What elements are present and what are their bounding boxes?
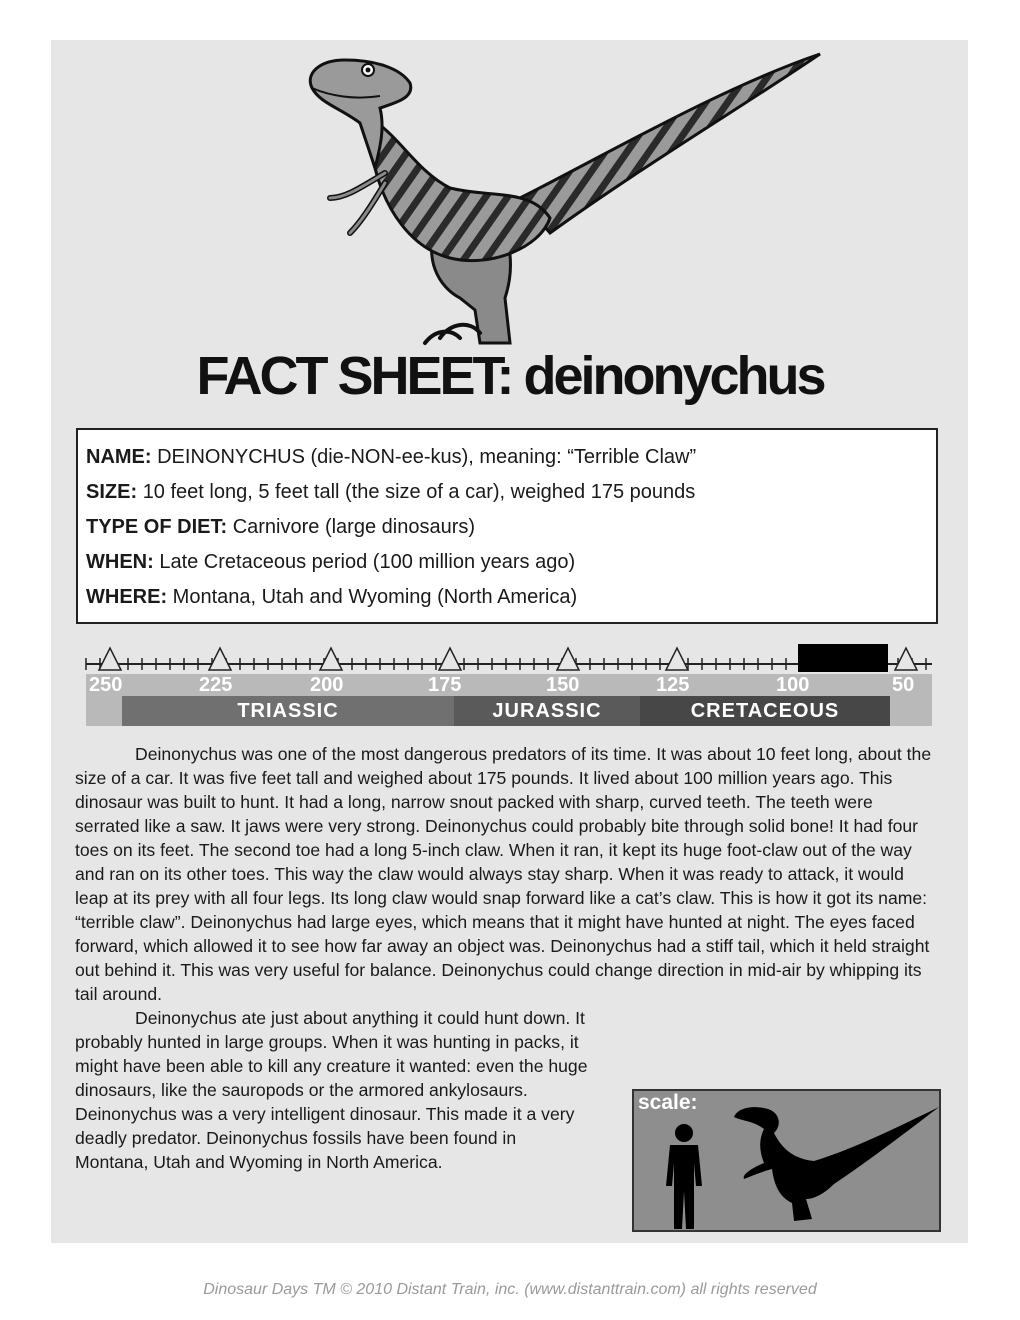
facts-box xyxy=(76,428,938,624)
timeline-number: 125 xyxy=(656,674,690,696)
timeline-number: 50 xyxy=(892,674,915,696)
dinosaur-silhouette-icon xyxy=(724,1099,944,1229)
timeline-number: 250 xyxy=(89,674,123,696)
period-cretaceous xyxy=(640,696,890,726)
timeline-triangle xyxy=(439,648,461,670)
fact-name: NAME: DEINONYCHUS (die-NON-ee-kus), meaning: “Terrible Claw” xyxy=(86,446,697,468)
period-triassic xyxy=(122,696,454,726)
fact-diet: TYPE OF DIET: Carnivore (large dinosaurs) xyxy=(86,516,476,538)
timeline-triangle xyxy=(99,648,121,670)
period-cretaceous-label: CRETACEOUS xyxy=(690,700,840,722)
timeline-number: 175 xyxy=(428,674,462,696)
period-jurassic-label: JURASSIC xyxy=(492,700,602,722)
deinonychus-illustration xyxy=(300,48,830,350)
geologic-timeline xyxy=(84,644,936,734)
time-marker xyxy=(798,644,888,672)
period-jurassic xyxy=(454,696,640,726)
fact-size: SIZE: 10 feet long, 5 feet tall (the size of a car), weighed 175 pounds xyxy=(86,481,696,503)
scale-label: scale: xyxy=(638,1091,698,1114)
human-silhouette-icon xyxy=(654,1121,714,1231)
timeline-number: 150 xyxy=(546,674,580,696)
timeline-number: 100 xyxy=(776,674,810,696)
paragraph-2: Deinonychus ate just about anything it could hunt down. It probably hunted in large groups. When it was hunting in packs, it might have been able to kill any creature it wanted: even the huge dinosaurs, like the sauropods or the armored ankylosaurs. Deinonychus was a very intelligent dinosaur. This made it a very deadly predator. Deinonychus fossils have been found in Montana, Utah and Wyoming in North America. xyxy=(75,1008,588,1172)
paragraph-1: Deinonychus was one of the most dangerous predators of its time. It was about 10 feet long, about the size of a car. It was five feet tall and weighed about 175 pounds. It lived about 100 million years ago. This dinosaur was built to hunt. It had a long, narrow snout packed with sharp, curved teeth. The teeth were serrated like a saw. It jaws were very strong. Deinonychus could probably bite through solid bone! It had four toes on its feet. The second toe had a long 5-inch claw. When it ran, it kept its huge foot-claw out of the way and ran on its other toes. This way the claw would always stay sharp. When it was ready to attack, it would leap at its prey with all four legs. Its long claw would snap forward like a cat’s claw. This is how it got its name: “terrible claw”. Deinonychus had large eyes, which means that it might have hunted at night. The eyes faced forward, which allowed it to see how far away an object was. Deinonychus had a stiff tail, which it held straight out behind it. This was very useful for balance. Deinonychus could change direction in mid-air by whipping its tail around. xyxy=(75,744,932,1004)
page-title: FACT SHEET: deinonychus xyxy=(196,346,824,406)
scale-comparison xyxy=(632,1089,941,1232)
period-triassic-label: TRIASSIC xyxy=(237,700,339,722)
fact-where: WHERE: Montana, Utah and Wyoming (North America) xyxy=(86,586,578,608)
footer-copyright: Dinosaur Days TM © 2010 Distant Train, inc. (www.distanttrain.com) all rights reserved xyxy=(203,1281,817,1298)
timeline-number: 200 xyxy=(310,674,344,696)
timeline-triangle xyxy=(666,648,688,670)
fact-when: WHEN: Late Cretaceous period (100 million years ago) xyxy=(86,551,576,573)
timeline-number: 225 xyxy=(199,674,233,696)
